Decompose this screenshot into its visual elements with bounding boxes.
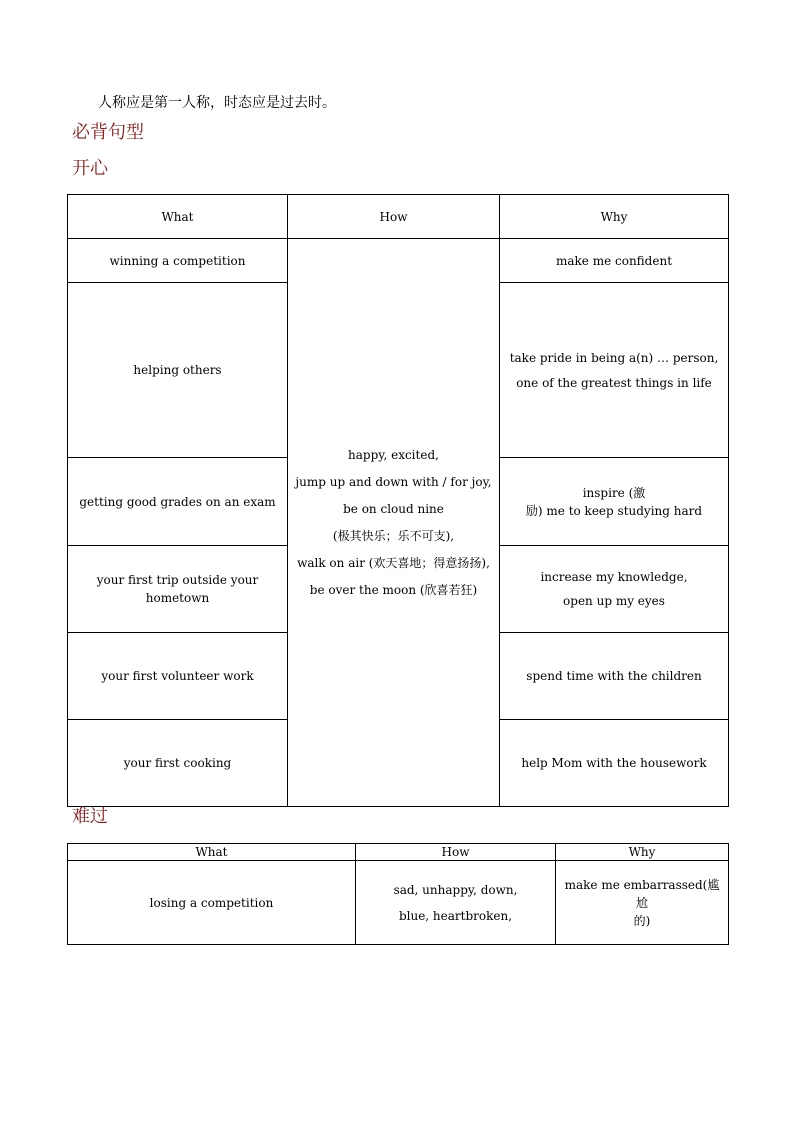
how-line: sad, unhappy, down, xyxy=(393,882,518,897)
header-what: What xyxy=(68,844,356,861)
table-row xyxy=(68,239,729,283)
what-cell: your first cooking xyxy=(68,720,288,807)
header-how: How xyxy=(356,844,556,861)
what-cell: your first trip outside your hometown xyxy=(68,546,288,633)
how-line: be over the moon (欣喜若狂) xyxy=(309,583,478,597)
how-line: (极其快乐；乐不可支), xyxy=(332,529,455,543)
why-line: take pride in being a(n) … person, xyxy=(509,350,719,365)
why-line: 励) me to keep studying hard xyxy=(525,503,703,518)
how-line: happy, excited, xyxy=(348,448,439,462)
why-line: inspire (激 xyxy=(582,485,646,500)
how-line: walk on air (欢天喜地；得意扬扬), xyxy=(297,556,490,570)
what-cell: getting good grades on an exam xyxy=(68,458,288,546)
header-what: What xyxy=(68,195,288,239)
why-line: make me embarrassed(尴尬 xyxy=(564,877,720,910)
intro-text: 人称应是第一人称，时态应是过去时。 xyxy=(98,95,336,111)
section-title: 必背句型 xyxy=(72,122,144,143)
how-line: jump up and down with / for joy, xyxy=(295,475,492,489)
how-line: blue, heartbroken, xyxy=(398,908,513,923)
how-cell-sad xyxy=(356,861,556,945)
why-cell xyxy=(500,458,729,546)
happy-table xyxy=(67,194,729,807)
happy-heading: 开心 xyxy=(72,158,108,179)
why-cell xyxy=(500,546,729,633)
why-line: increase my knowledge, xyxy=(540,570,688,584)
table-header-row xyxy=(68,844,729,861)
why-cell xyxy=(556,861,729,945)
what-cell: helping others xyxy=(68,283,288,458)
sad-heading: 难过 xyxy=(72,806,108,827)
what-cell: your first volunteer work xyxy=(68,633,288,720)
why-line: open up my eyes xyxy=(563,594,665,608)
why-cell: spend time with the children xyxy=(500,633,729,720)
table-row xyxy=(68,861,729,945)
why-line: one of the greatest things in life xyxy=(516,375,712,390)
what-cell: winning a competition xyxy=(68,239,288,283)
header-how: How xyxy=(288,195,500,239)
sad-table xyxy=(67,843,729,945)
why-cell: help Mom with the housework xyxy=(500,720,729,807)
how-line: be on cloud nine xyxy=(343,502,444,516)
why-line: 的) xyxy=(633,913,651,928)
why-cell: make me confident xyxy=(500,239,729,283)
how-cell-happy xyxy=(288,239,500,807)
what-cell: losing a competition xyxy=(68,861,356,945)
why-cell xyxy=(500,283,729,458)
header-why: Why xyxy=(556,844,729,861)
header-why: Why xyxy=(500,195,729,239)
table-header-row xyxy=(68,195,729,239)
